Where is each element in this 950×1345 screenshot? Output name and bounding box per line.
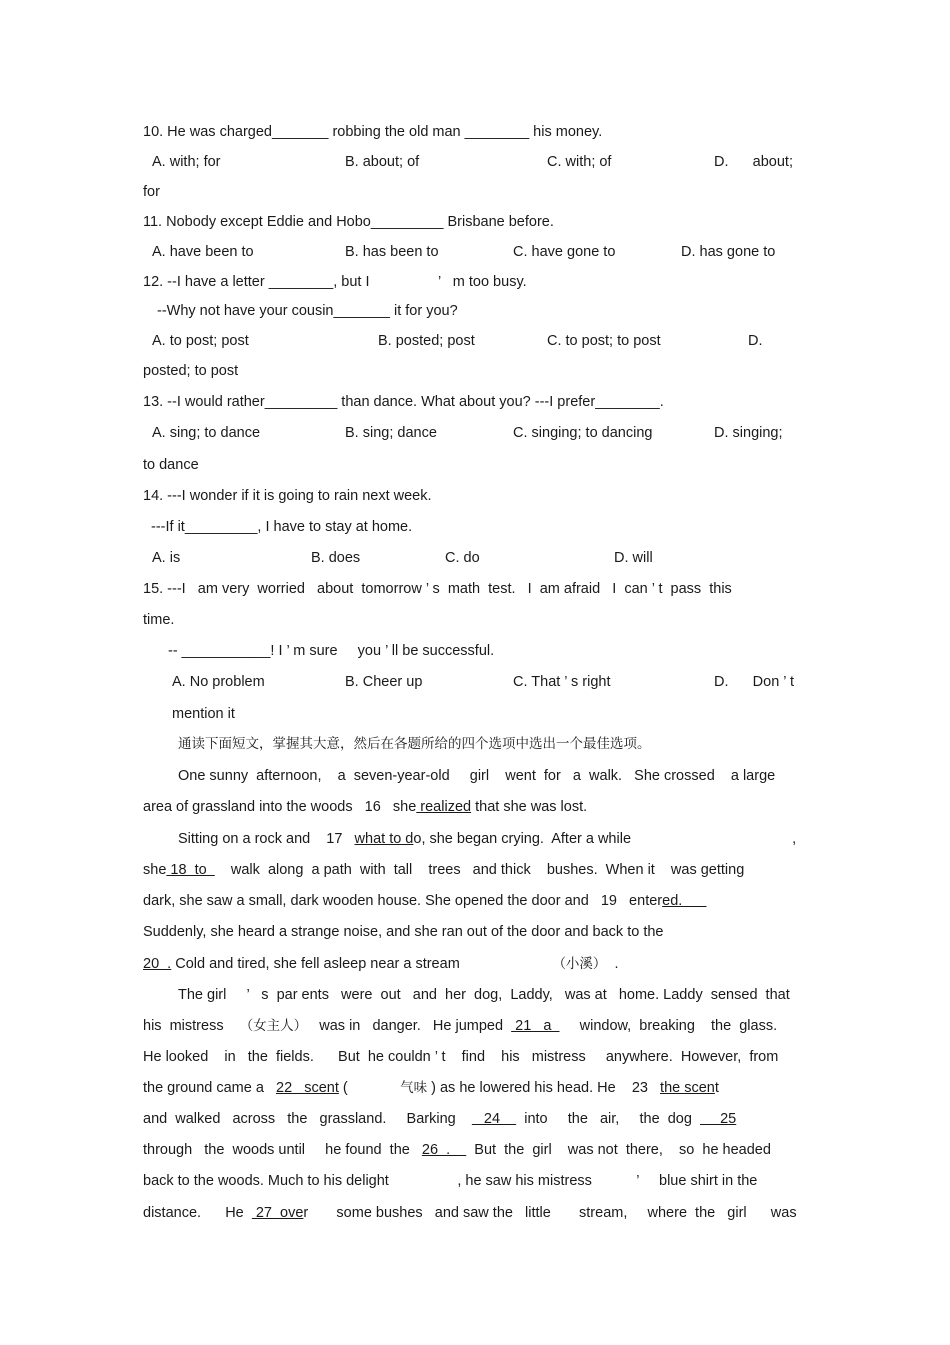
text-run: that she was lost. <box>471 799 588 815</box>
text-run: and walked across the grassland. Barking <box>143 1111 472 1127</box>
text-run: t <box>714 1080 719 1096</box>
cloze-p3-line-4 <box>143 1077 808 1099</box>
cloze-p3-line-3: He looked in the fields. But he couldn ’ t find his mistress anywhere. However, from <box>143 1049 779 1065</box>
q15-stem-2: -- ___________! I ’ m sure you ’ ll be successful. <box>168 643 495 659</box>
text-run: ) as he lowered his head. He 23 <box>427 1080 661 1096</box>
q15-option-c: C. That ’ s right <box>513 674 611 690</box>
q11-option-b: B. has been to <box>345 244 439 260</box>
q12-stem-2: --Why not have your cousin_______ it for you? <box>157 303 458 319</box>
q12-option-d: D. <box>748 333 763 349</box>
q11-stem: 11. Nobody except Eddie and Hobo_________ Brisbane before. <box>143 214 554 230</box>
text-run: dark, she saw a small, dark wooden house. She opened the door and 19 enter <box>143 893 663 909</box>
q10-stem: 10. He was charged_______ robbing the old man ________ his money. <box>143 124 603 140</box>
q10-options <box>143 151 808 173</box>
cloze-p2-line-1 <box>178 828 808 850</box>
blank-21-answer: 21 a <box>511 1018 560 1034</box>
q12-option-b: B. posted; post <box>378 333 475 349</box>
q12-stem: 12. --I have a letter ________, but I ’ m too busy. <box>143 274 527 290</box>
q15-option-wrap: mention it <box>172 706 235 722</box>
text-run: But the girl was not there, so he headed <box>466 1142 771 1158</box>
q10-option-wrap: for <box>143 184 160 200</box>
q13-option-a: A. sing; to dance <box>152 425 261 441</box>
q14-option-d: D. will <box>614 550 653 566</box>
text-run: was in danger. He jumped <box>307 1018 512 1034</box>
q14-stem-2: ---If it_________, I have to stay at home. <box>151 519 413 535</box>
text-run: his mistress <box>143 1018 240 1034</box>
blank-22-answer: 22 scent <box>276 1080 339 1096</box>
q15-stem: 15. ---I am very worried about tomorrow ’ s math test. I am afraid I can ’ t pass this <box>143 581 732 597</box>
gloss-mistress: （女主人） <box>239 1018 308 1034</box>
blank-20-number: 20 . <box>143 956 172 972</box>
text-run: ( <box>338 1080 401 1096</box>
q14-options <box>143 547 808 569</box>
cloze-p2-line-5 <box>143 953 808 975</box>
text-run: window, breaking the glass. <box>559 1018 778 1034</box>
q14-option-c: C. do <box>445 550 480 566</box>
q15-stem-wrap: time. <box>143 612 175 628</box>
q10-option-b: B. about; of <box>345 154 420 170</box>
blank-25: 25 <box>699 1111 737 1127</box>
text-run: distance. He <box>143 1205 252 1221</box>
cloze-p3-line-6 <box>143 1139 808 1161</box>
q12-option-wrap: posted; to post <box>143 363 239 379</box>
text-run: the ground came a <box>143 1080 276 1096</box>
cloze-p1-line-2 <box>143 796 808 818</box>
text-run: area of grassland into the woods 16 she <box>143 799 417 815</box>
text-run: r some bushes and saw the little stream, where the girl was <box>303 1205 797 1221</box>
q11-option-c: C. have gone to <box>513 244 616 260</box>
text-run: . <box>606 956 619 972</box>
text-run: she <box>143 862 167 878</box>
text-run: through the woods until he found the <box>143 1142 422 1158</box>
q15-options <box>143 671 808 693</box>
cloze-p3-line-7: back to the woods. Much to his delight , he saw his mistress ’ blue shirt in the <box>143 1173 758 1189</box>
blank-27-answer: 27 ove <box>251 1205 304 1221</box>
gloss-scent: 气味 <box>400 1080 428 1096</box>
q14-stem: 14. ---I wonder if it is going to rain next week. <box>143 488 432 504</box>
blank-19-answer: ed. <box>662 893 707 909</box>
q14-option-a: A. is <box>152 550 181 566</box>
q11-option-a: A. have been to <box>152 244 254 260</box>
cloze-p2-line-2 <box>143 859 808 881</box>
q15-option-d: D. Don ’ t <box>714 674 795 690</box>
q14-option-b: B. does <box>311 550 361 566</box>
q12-option-a: A. to post; post <box>152 333 249 349</box>
blank-16-answer: realized <box>416 799 472 815</box>
cloze-p2-line-4: Suddenly, she heard a strange noise, and she ran out of the door and back to the <box>143 924 664 940</box>
q13-option-c: C. singing; to dancing <box>513 425 653 441</box>
blank-24: 24 <box>471 1111 517 1127</box>
q13-stem: 13. --I would rather_________ than dance. What about you? ---I prefer________. <box>143 394 664 410</box>
q13-options <box>143 422 808 444</box>
q12-option-c: C. to post; to post <box>547 333 661 349</box>
cloze-p3-line-8 <box>143 1202 808 1224</box>
blank-18-answer: 18 to <box>166 862 215 878</box>
cloze-p2-line-3 <box>143 890 808 912</box>
text-run: Sitting on a rock and 17 <box>178 831 355 847</box>
text-run: into the air, the dog <box>516 1111 700 1127</box>
q13-option-b: B. sing; dance <box>345 425 437 441</box>
text-run: walk along a path with tall trees and thick bushes. When it was getting <box>214 862 745 878</box>
text-run: Cold and tired, she fell asleep near a stream <box>171 956 553 972</box>
q12-options <box>143 330 808 352</box>
cloze-p3-line-2 <box>143 1015 808 1037</box>
blank-23-answer: the scen <box>660 1080 715 1096</box>
cloze-p3-line-5 <box>143 1108 808 1130</box>
gloss-stream: （小溪） <box>552 956 607 972</box>
q10-option-c: C. with; of <box>547 154 612 170</box>
q15-option-b: B. Cheer up <box>345 674 423 690</box>
q10-option-d: D. about; <box>714 154 793 170</box>
q11-option-d: D. has gone to <box>681 244 776 260</box>
q10-option-a: A. with; for <box>152 154 221 170</box>
q13-option-d: D. singing; <box>714 425 783 441</box>
q11-options <box>143 241 808 263</box>
cloze-p3-line-1: The girl ’ s par ents were out and her dog, Laddy, was at home. Laddy sensed that <box>178 987 790 1003</box>
blank-26: 26 . <box>421 1142 467 1158</box>
q15-option-a: A. No problem <box>172 674 265 690</box>
text-run: o, she began crying. After a while , <box>413 831 797 847</box>
cloze-instruction: 通读下面短文，掌握其大意，然后在各题所给的四个选项中选出一个最佳选项。 <box>178 736 651 752</box>
q13-option-wrap: to dance <box>143 457 199 473</box>
cloze-p1-line-1: One sunny afternoon, a seven-year-old girl went for a walk. She crossed a large <box>178 768 776 784</box>
blank-17-answer: what to d <box>354 831 414 847</box>
